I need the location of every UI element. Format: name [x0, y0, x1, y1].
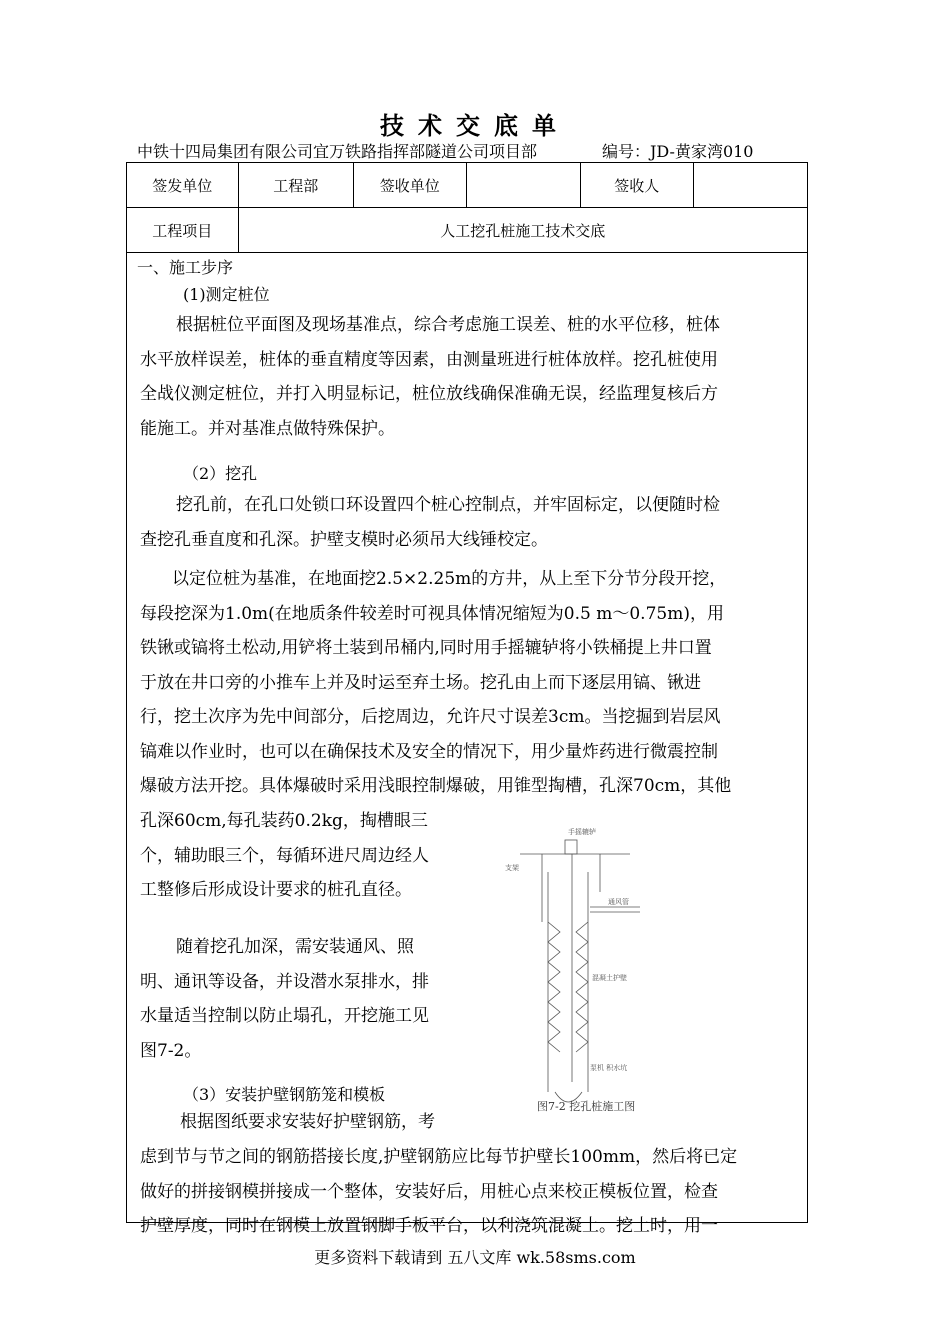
label-support: 支架	[505, 864, 519, 872]
subheading-3: （3）安装护壁钢筋笼和模板	[183, 1085, 386, 1104]
receiver-value	[466, 163, 580, 208]
signer-value	[693, 163, 808, 208]
label-winch: 手摇辘轳	[568, 828, 596, 836]
paragraph-line: 能施工。并对基准点做特殊保护。	[140, 418, 395, 439]
paragraph-line: 以定位桩为基准，在地面挖2.5×2.25m的方井，从上至下分节分段开挖，	[172, 569, 727, 589]
sign-row	[127, 163, 808, 208]
receiver-label: 签收单位	[354, 163, 467, 208]
paragraph-line: 工整修后形成设计要求的桩孔直径。	[140, 880, 412, 900]
paragraph-line: 于放在井口旁的小推车上并及时运至弃土场。挖孔由上而下逐层用镐、锹进	[140, 672, 701, 693]
project-value: 人工挖孔桩施工技术交底	[238, 208, 807, 253]
paragraph-3-continued	[140, 804, 485, 908]
organization-name: 中铁十四局集团有限公司宜万铁路指挥部隧道公司项目部	[137, 142, 538, 161]
issuer-label: 签发单位	[127, 163, 239, 208]
issuer-value: 工程部	[238, 163, 354, 208]
project-row	[127, 208, 808, 253]
paragraph-line: 铁锹或镐将土松动,用铲将土装到吊桶内,同时用手摇辘轳将小铁桶提上井口置	[140, 638, 712, 658]
paragraph-3	[140, 562, 796, 804]
label-concrete-wall: 混凝土护壁	[592, 974, 627, 982]
paragraph-line: 水平放样误差，桩体的垂直精度等因素，由测量班进行桩体放样。挖孔桩使用	[140, 349, 718, 370]
info-table	[126, 162, 808, 253]
paragraph-line: 护壁厚度，同时在钢模上放置钢脚手板平台，以利浇筑混凝土。挖土时，用一	[140, 1216, 718, 1236]
document-code: 编号：JD-黄家湾010	[602, 142, 754, 161]
label-vent-pipe: 通风管	[608, 898, 629, 906]
paragraph-line: 虑到节与节之间的钢筋搭接长度,护壁钢筋应比每节护壁长100mm，然后将已定	[140, 1147, 738, 1167]
paragraph-line: 图7-2。	[140, 1040, 202, 1061]
label-pump-sump: 泵机 积水坑	[590, 1064, 628, 1072]
paragraph-line: 做好的拼接钢模拼接成一个整体，安装好后，用桩心点来校正模板位置，检查	[140, 1181, 718, 1202]
project-label: 工程项目	[127, 208, 239, 253]
signer-label: 签收人	[580, 163, 693, 208]
paragraph-line: 全战仪测定桩位，并打入明显标记，桩位放线确保准确无误，经监理复核后方	[140, 384, 718, 404]
pile-excavation-figure	[500, 822, 650, 1118]
paragraph-line: 孔深60cm,每孔装药0.2kg，掏槽眼三	[140, 811, 428, 831]
subheading-2: （2）挖孔	[183, 464, 258, 483]
footer-text: 更多资料下载请到 五八文库 wk.58sms.com	[314, 1248, 636, 1267]
paragraph-5	[140, 1140, 796, 1244]
paragraph-line: 明、通讯等设备，并设潜水泵排水，排	[140, 971, 429, 992]
paragraph-line: 镐难以作业时，也可以在确保技术及安全的情况下，用少量炸药进行微震控制	[140, 741, 718, 762]
paragraph-line: 个，辅助眼三个，每循环进尺周边经人	[140, 845, 429, 866]
paragraph-line: 根据图纸要求安装好护壁钢筋，考	[180, 1112, 435, 1132]
paragraph-4	[140, 930, 485, 1068]
section-heading-1: 一、施工步序	[137, 258, 234, 277]
paragraph-line: 行，挖土次序为先中间部分，后挖周边，允许尺寸误差3cm。当挖掘到岩层风	[140, 707, 721, 727]
paragraph-1	[140, 308, 796, 446]
paragraph-line: 挖孔前，在孔口处锁口环设置四个桩心控制点，并牢固标定，以便随时检	[176, 495, 720, 515]
paragraph-line: 爆破方法开挖。具体爆破时采用浅眼控制爆破，用锥型掏槽，孔深70cm，其他	[140, 776, 732, 796]
paragraph-line: 根据桩位平面图及现场基准点，综合考虑施工误差、桩的水平位移，桩体	[176, 315, 720, 335]
winch-shape	[565, 840, 577, 854]
document-title: 技术交底单	[380, 111, 570, 140]
wall-sections-left	[548, 922, 560, 1052]
paragraph-line: 查挖孔垂直度和孔深。护壁支模时必须吊大线锤校定。	[140, 529, 548, 550]
paragraph-line: 水量适当控制以防止塌孔，开挖施工见	[140, 1006, 429, 1026]
figure-caption: 图7-2 挖孔桩施工图	[537, 1100, 636, 1113]
wall-sections-right	[576, 922, 588, 1052]
paragraph-5-start	[140, 1105, 485, 1140]
paragraph-line: 每段挖深为1.0m(在地质条件较差时可视具体情况缩短为0.5 m～0.75m)，用	[140, 603, 724, 624]
paragraph-line: 随着挖孔加深，需安装通风、照	[176, 937, 414, 957]
paragraph-2	[140, 488, 796, 557]
subheading-1: (1)测定桩位	[183, 285, 270, 304]
